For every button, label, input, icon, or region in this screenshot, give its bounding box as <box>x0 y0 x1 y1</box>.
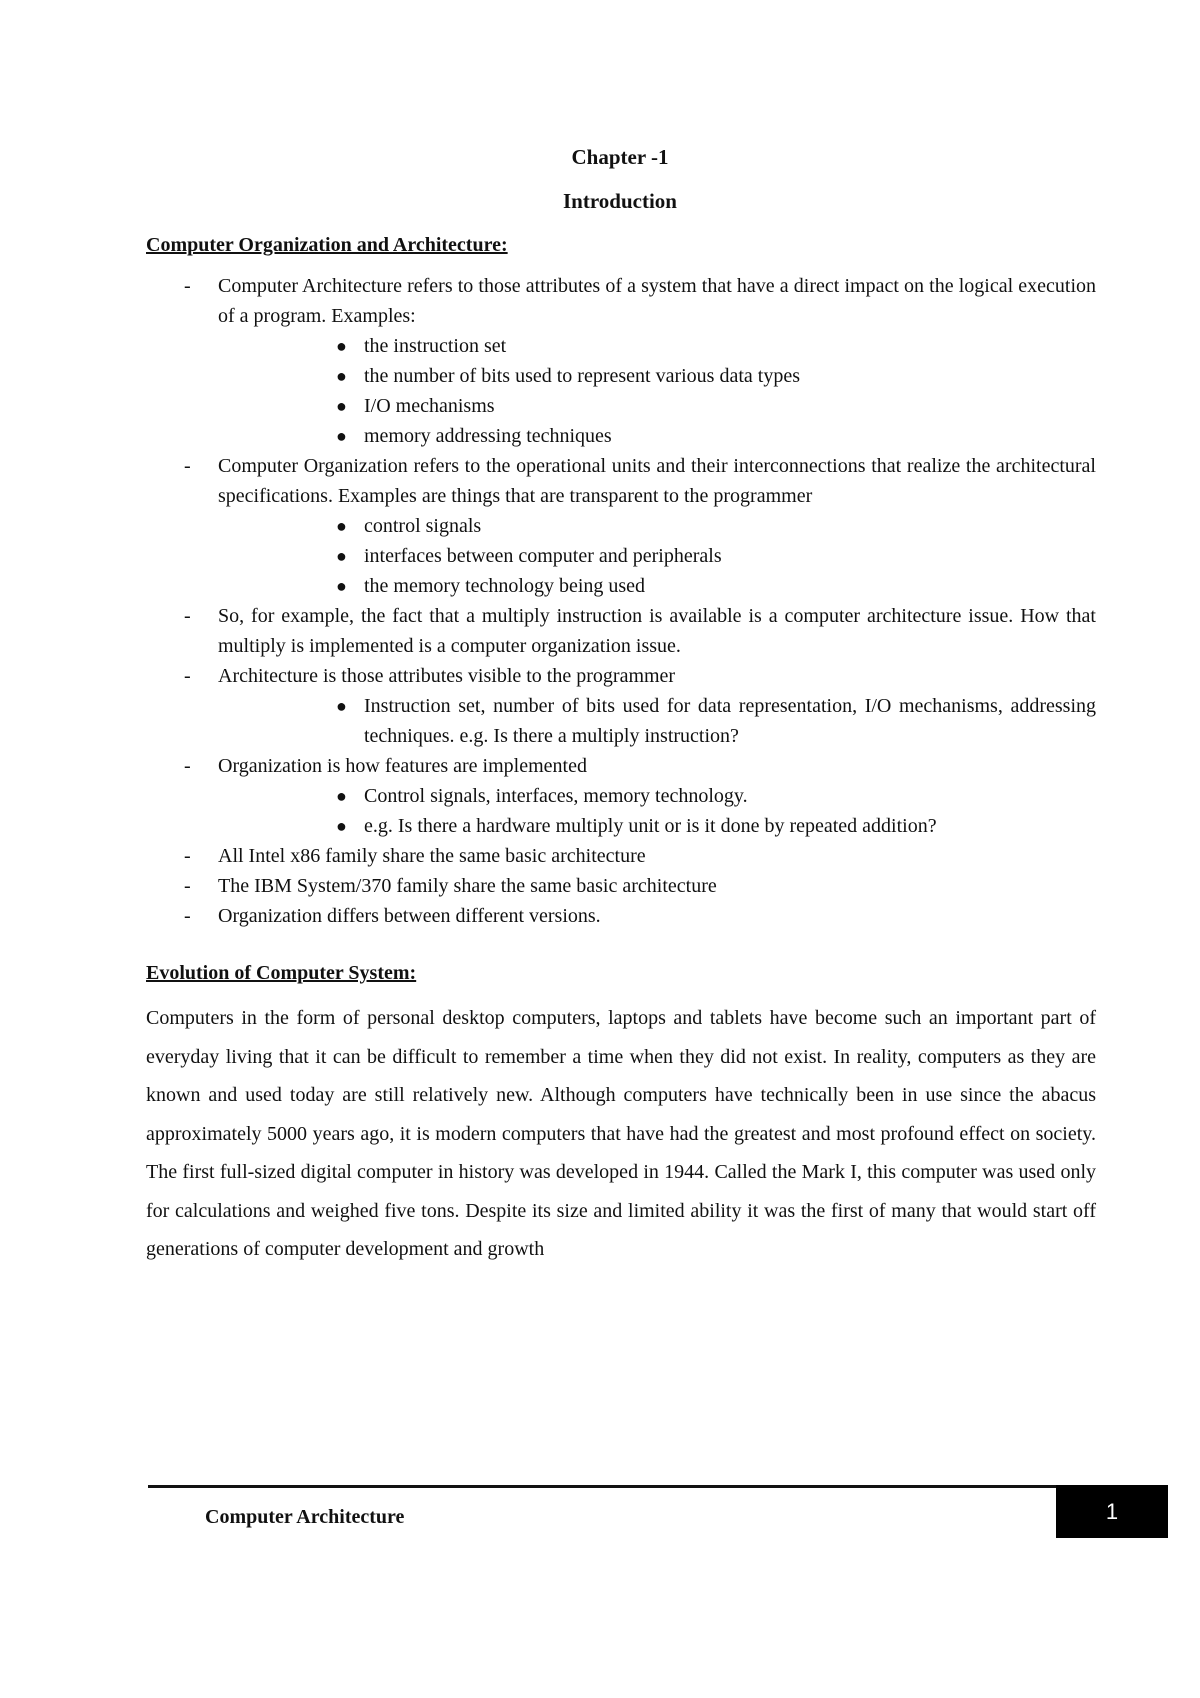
bullet-item <box>218 331 1096 361</box>
bullet-dot-icon: ● <box>336 546 347 566</box>
list-item-text: Computer Organization refers to the operational units and their interconnections that realize the architectural specifications. Examples are things that are transparent to the programmer <box>218 455 1096 507</box>
bullet-dot-icon: ● <box>336 816 347 836</box>
list-item <box>146 901 1096 931</box>
bullet-list <box>218 691 1096 751</box>
bullet-text: Control signals, interfaces, memory technology. <box>364 785 748 807</box>
page-number: 1 <box>1056 1485 1168 1538</box>
section-heading: Computer Organization and Architecture: <box>146 234 508 256</box>
list-item-text: Computer Architecture refers to those attributes of a system that have a direct impact on the logical execution of a program. Examples: <box>218 275 1096 327</box>
bullet-item <box>218 781 1096 811</box>
bullet-item <box>218 541 1096 571</box>
bullet-list <box>218 781 1096 841</box>
section-evolution <box>146 962 1096 1269</box>
list-item-text: The IBM System/370 family share the same basic architecture <box>218 875 717 897</box>
list-item-text: Organization is how features are implemented <box>218 755 587 777</box>
bullet-text: the instruction set <box>364 335 507 357</box>
dash-marker: - <box>184 605 191 627</box>
bullet-dot-icon: ● <box>336 696 347 716</box>
list-item-text: Organization differs between different versions. <box>218 905 601 927</box>
list-item-text: All Intel x86 family share the same basic architecture <box>218 845 646 867</box>
list-item <box>146 601 1096 661</box>
dash-marker: - <box>184 845 191 867</box>
section-heading: Evolution of Computer System: <box>146 962 417 984</box>
bullet-item <box>218 571 1096 601</box>
bullet-text: Instruction set, number of bits used for data representation, I/O mechanisms, addressing techniques. e.g. Is there a multiply instruction? <box>364 695 1096 747</box>
bullet-item <box>218 511 1096 541</box>
bullet-dot-icon: ● <box>336 786 347 806</box>
chapter-title: Chapter -1 <box>571 145 669 169</box>
list-item <box>146 871 1096 901</box>
bullet-dot-icon: ● <box>336 366 347 386</box>
list-item <box>146 751 1096 841</box>
bullet-text: control signals <box>364 515 482 537</box>
bullet-list <box>218 511 1096 601</box>
dash-marker: - <box>184 665 191 687</box>
bullet-dot-icon: ● <box>336 336 347 356</box>
dash-marker: - <box>184 905 191 927</box>
bullet-text: interfaces between computer and peripherals <box>364 545 722 567</box>
bullet-text: e.g. Is there a hardware multiply unit or is it done by repeated addition? <box>364 815 937 837</box>
footer-title: Computer Architecture <box>205 1506 405 1528</box>
list-item <box>146 841 1096 871</box>
bullet-dot-icon: ● <box>336 516 347 536</box>
bullet-dot-icon: ● <box>336 576 347 596</box>
footer-rule <box>148 1485 1058 1488</box>
evolution-paragraph: Computers in the form of personal desktop computers, laptops and tablets have become such an important part of everyday living that it can be difficult to remember a time when they did not exist. In reality, computers as they are known and used today are still relatively new. Although computers have technically been in use since the abacus approximately 5000 years ago, it is modern computers that have had the greatest and most profound effect on society. The first full-sized digital computer in history was developed in 1944. Called the Mark I, this computer was used only for calculations and weighed five tons. Despite its size and limited ability it was the first of many that would start off generations of computer development and growth <box>146 1007 1096 1260</box>
section-organization-architecture <box>146 234 1096 931</box>
list-item <box>146 451 1096 601</box>
dash-list <box>146 271 1096 931</box>
bullet-item <box>218 421 1096 451</box>
dash-marker: - <box>184 875 191 897</box>
dash-marker: - <box>184 755 191 777</box>
list-item-text: So, for example, the fact that a multiply instruction is available is a computer architecture issue. How that multiply is implemented is a computer organization issue. <box>218 605 1096 657</box>
bullet-item <box>218 811 1096 841</box>
bullet-text: memory addressing techniques <box>364 425 612 447</box>
bullet-list <box>218 331 1096 451</box>
list-item <box>146 271 1096 451</box>
bullet-item <box>218 391 1096 421</box>
dash-marker: - <box>184 275 191 297</box>
list-item-text: Architecture is those attributes visible to the programmer <box>218 665 676 687</box>
bullet-item <box>218 361 1096 391</box>
bullet-dot-icon: ● <box>336 426 347 446</box>
bullet-text: I/O mechanisms <box>364 395 495 417</box>
chapter-subtitle: Introduction <box>563 189 677 213</box>
list-item <box>146 661 1096 751</box>
dash-marker: - <box>184 455 191 477</box>
bullet-text: the number of bits used to represent various data types <box>364 365 800 387</box>
bullet-text: the memory technology being used <box>364 575 646 597</box>
bullet-dot-icon: ● <box>336 396 347 416</box>
bullet-item <box>218 691 1096 751</box>
